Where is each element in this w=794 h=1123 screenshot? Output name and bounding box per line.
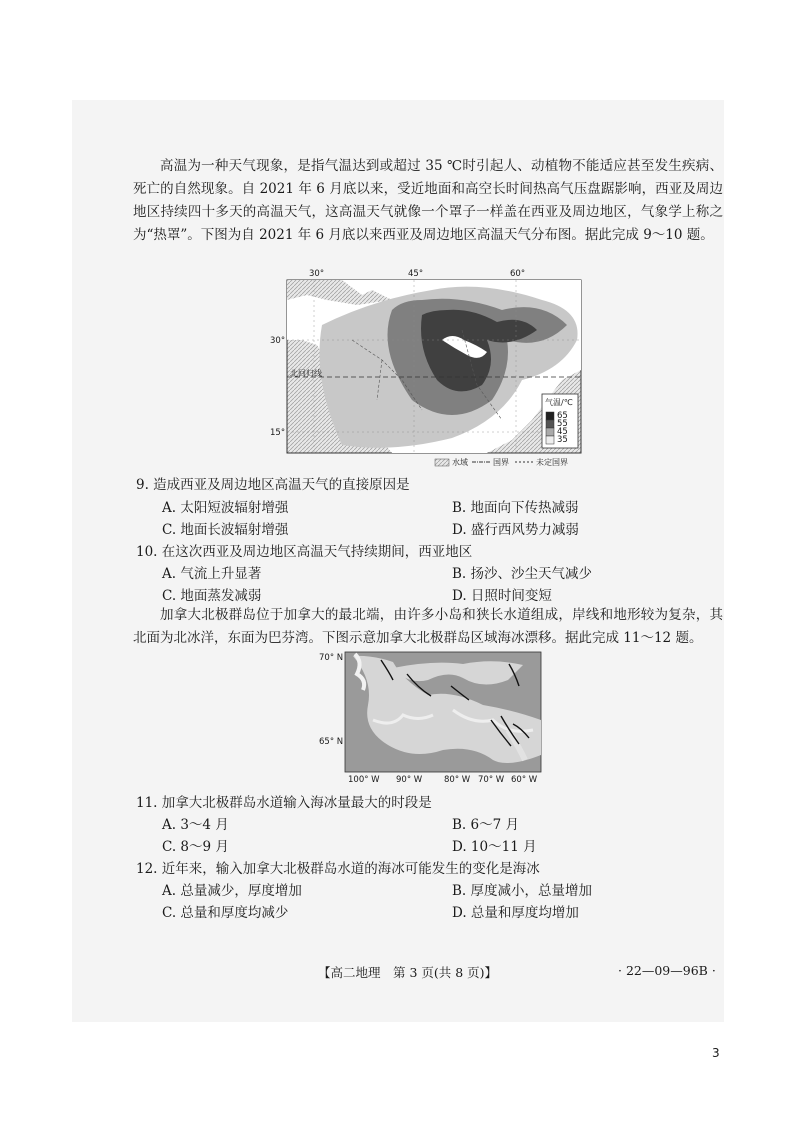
intro-paragraph-1: 高温为一种天气现象，是指气温达到或超过 35 ℃时引起人、动植物不能适应甚至发生疾病、死亡的自然现象。自 2021 年 6 月底以来，受近地面和高空长时间热高气压盘踞影响，西亚及周边地区持续四十多天的高温天气，这高温天气就像一个罩子一样盖在西亚及周边地区，气象学上称之为“热罩”。下图为自 2021 年 6 月底以来西亚及周边地区高温天气分布图。据此完成 9～10 题。 [133,158,723,243]
q11-option-d: D. 10～11 月 [452,839,537,855]
q10-option-d: D. 日照时间变短 [452,588,552,604]
lon-label-80w: 80° W [444,775,471,785]
question-12-stem: 12. 近年来，输入加拿大北极群岛水道的海冰可能发生的变化是海冰 [136,861,540,877]
legend-55: 55 [557,419,568,429]
lon-label-45: 45° [408,269,424,279]
lat-label-30: 30° [270,336,286,346]
lat-label-70n: 70° N [319,653,344,663]
q9-option-b: B. 地面向下传热减弱 [452,500,579,516]
lat-label-15: 15° [270,428,286,438]
legend-65: 65 [557,411,568,421]
q12-option-b: B. 厚度减小，总量增加 [452,883,593,899]
lon-label-100w: 100° W [348,775,380,785]
heat-map [270,269,586,468]
legend-35: 35 [557,435,568,445]
heat-map-drawing [282,270,586,468]
q12-option-d: D. 总量和厚度均增加 [452,905,579,921]
lon-label-60: 60° [510,269,526,279]
sea-ice-drawing [333,650,543,774]
question-11-stem: 11. 加拿大北极群岛水道输入海冰量最大的时段是 [136,795,432,811]
q11-option-a: A. 3～4 月 [162,817,229,833]
page-number: 3 [712,1046,720,1060]
q11-option-c: C. 8～9 月 [162,839,229,855]
lon-label-60w: 60° W [511,775,538,785]
sea-ice-map [319,650,543,786]
key-undetermined: 未定国界 [536,458,568,467]
lon-label-90w: 90° W [396,775,423,785]
key-water: 水域 [452,458,468,467]
q11-option-b: B. 6～7 月 [452,817,519,833]
q10-option-a: A. 气流上升显著 [162,566,262,582]
question-10-stem: 10. 在这次西亚及周边地区高温天气持续期间，西亚地区 [136,544,473,560]
legend-45: 45 [557,427,568,437]
lon-label-70w: 70° W [478,775,505,785]
q10-option-c: C. 地面蒸发减弱 [162,588,262,604]
q12-option-c: C. 总量和厚度均减少 [162,905,289,921]
legend-title: 气温/℃ [545,398,573,407]
lon-label-30: 30° [309,269,325,279]
q9-option-d: D. 盛行西风势力减弱 [452,522,579,538]
q12-option-a: A. 总量减少，厚度增加 [162,883,302,899]
q9-option-c: C. 地面长波辐射增强 [162,522,289,538]
intro-paragraph-2: 加拿大北极群岛位于加拿大的最北端，由许多小岛和狭长水道组成，岸线和地形较为复杂，其北面为北冰洋，东面为巴芬湾。下图示意加拿大北极群岛区域海冰漂移。据此完成 11～12 题。 [133,607,723,646]
exam-code: · 22—09—96B · [618,963,716,978]
q10-option-b: B. 扬沙、沙尘天气减少 [452,566,593,582]
lat-label-65n: 65° N [319,737,344,747]
tropic-label: 北回归线 [290,369,322,378]
key-border: 国界 [493,458,509,467]
q9-option-a: A. 太阳短波辐射增强 [162,500,289,516]
question-9-stem: 9. 造成西亚及周边地区高温天气的直接原因是 [136,477,410,493]
page-footer: 【高二地理 第 3 页(共 8 页)】 [318,965,498,980]
